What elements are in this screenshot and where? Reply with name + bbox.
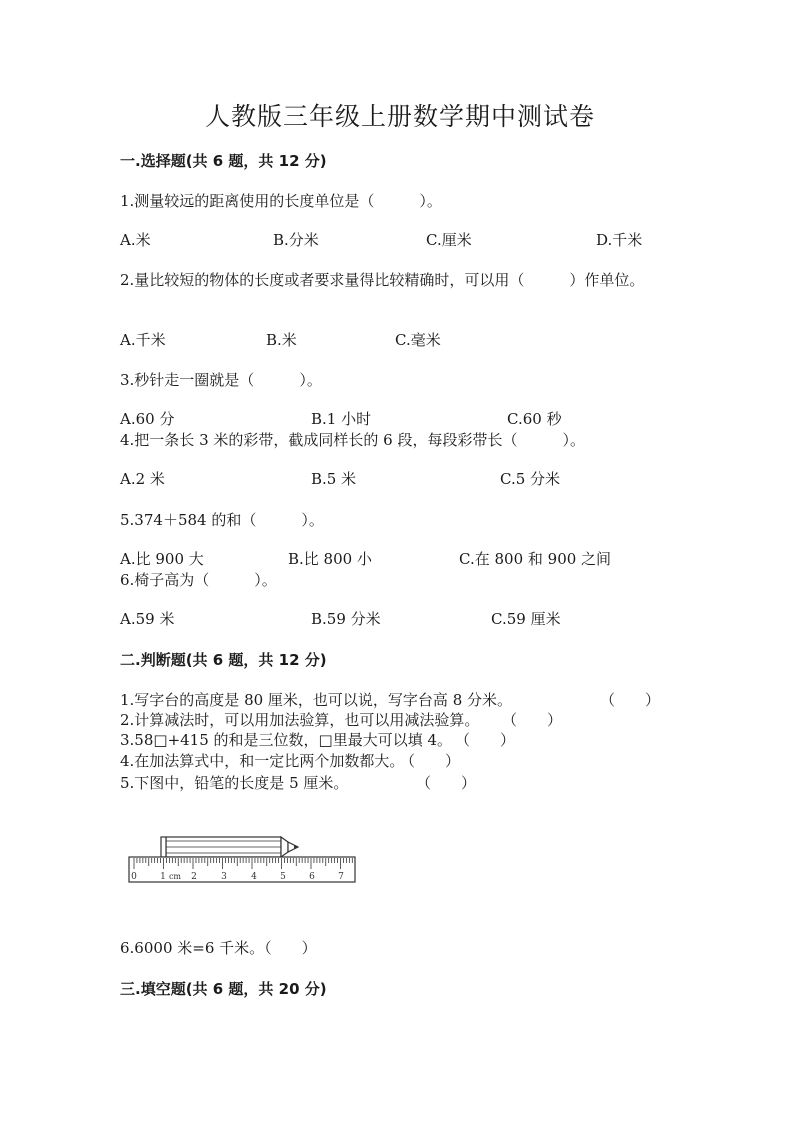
option-c: C.在 800 和 900 之间 bbox=[459, 550, 612, 568]
option-c: C.厘米 bbox=[426, 231, 472, 249]
option-b: B.分米 bbox=[273, 231, 319, 249]
pencil-ruler-figure bbox=[128, 828, 358, 886]
option-d: D.千米 bbox=[596, 231, 643, 249]
ruler-label: 6 bbox=[309, 872, 315, 882]
option-b: B.59 分米 bbox=[311, 610, 381, 628]
option-a: A.比 900 大 bbox=[120, 550, 204, 568]
option-a: A.60 分 bbox=[120, 410, 175, 428]
question-text: 4.把一条长 3 米的彩带，截成同样长的 6 段，每段彩带长（ ）。 bbox=[120, 431, 585, 449]
option-c: C.60 秒 bbox=[507, 410, 562, 428]
question-text: 3.秒针走一圈就是（ ）。 bbox=[120, 371, 322, 389]
answer-blank: （ ） bbox=[502, 711, 563, 729]
statement-text: 5.下图中，铅笔的长度是 5 厘米。 bbox=[120, 774, 349, 792]
ruler-label: 7 bbox=[338, 872, 344, 882]
question-text: 1.测量较远的距离使用的长度单位是（ ）。 bbox=[120, 192, 442, 210]
option-c: C.毫米 bbox=[395, 331, 441, 349]
option-b: B.比 800 小 bbox=[288, 550, 372, 568]
question-text: 5.374＋584 的和（ ）。 bbox=[120, 511, 324, 529]
statement-text: 1.写字台的高度是 80 厘米，也可以说，写字台高 8 分米。 bbox=[120, 691, 513, 709]
option-a: A.千米 bbox=[120, 331, 166, 349]
page-title: 人教版三年级上册数学期中测试卷 bbox=[204, 102, 595, 131]
option-a: A.米 bbox=[120, 231, 151, 249]
ruler-label: 3 bbox=[221, 872, 227, 882]
answer-blank: （ ） bbox=[416, 774, 477, 792]
option-a: A.2 米 bbox=[120, 470, 165, 488]
section-heading-choice: 一.选择题(共 6 题，共 12 分) bbox=[120, 152, 327, 170]
option-b: B.1 小时 bbox=[311, 410, 372, 428]
ruler-svg bbox=[128, 828, 358, 886]
question-text: 6.椅子高为（ ）。 bbox=[120, 571, 277, 589]
ruler-label: 0 bbox=[131, 872, 137, 882]
ruler-label: 1 bbox=[160, 872, 166, 882]
answer-blank: （ ） bbox=[400, 752, 461, 770]
option-b: B.米 bbox=[266, 331, 297, 349]
answer-blank: （ ） bbox=[600, 691, 661, 709]
answer-blank: （ ） bbox=[455, 731, 516, 749]
ruler-unit-label: cm bbox=[168, 872, 182, 881]
option-b: B.5 米 bbox=[311, 470, 357, 488]
option-c: C.59 厘米 bbox=[491, 610, 561, 628]
statement-text: 6.6000 米=6 千米。（ ） bbox=[120, 939, 317, 957]
ruler-label: 4 bbox=[251, 872, 257, 882]
section-heading-judgment: 二.判断题(共 6 题，共 12 分) bbox=[120, 651, 327, 669]
option-a: A.59 米 bbox=[120, 610, 175, 628]
statement-text: 2.计算减法时，可以用加法验算，也可以用减法验算。 bbox=[120, 711, 480, 729]
statement-text: 3.58□+415 的和是三位数，□里最大可以填 4。 bbox=[120, 731, 453, 749]
ruler-label: 5 bbox=[280, 872, 286, 882]
option-c: C.5 分米 bbox=[500, 470, 561, 488]
ruler-label: 2 bbox=[191, 872, 197, 882]
question-text: 2.量比较短的物体的长度或者要求量得比较精确时，可以用（ ）作单位。 bbox=[120, 271, 645, 289]
pencil-icon bbox=[161, 837, 298, 857]
statement-text: 4.在加法算式中，和一定比两个加数都大。 bbox=[120, 752, 405, 770]
section-heading-fill-blank: 三.填空题(共 6 题，共 20 分) bbox=[120, 980, 327, 998]
